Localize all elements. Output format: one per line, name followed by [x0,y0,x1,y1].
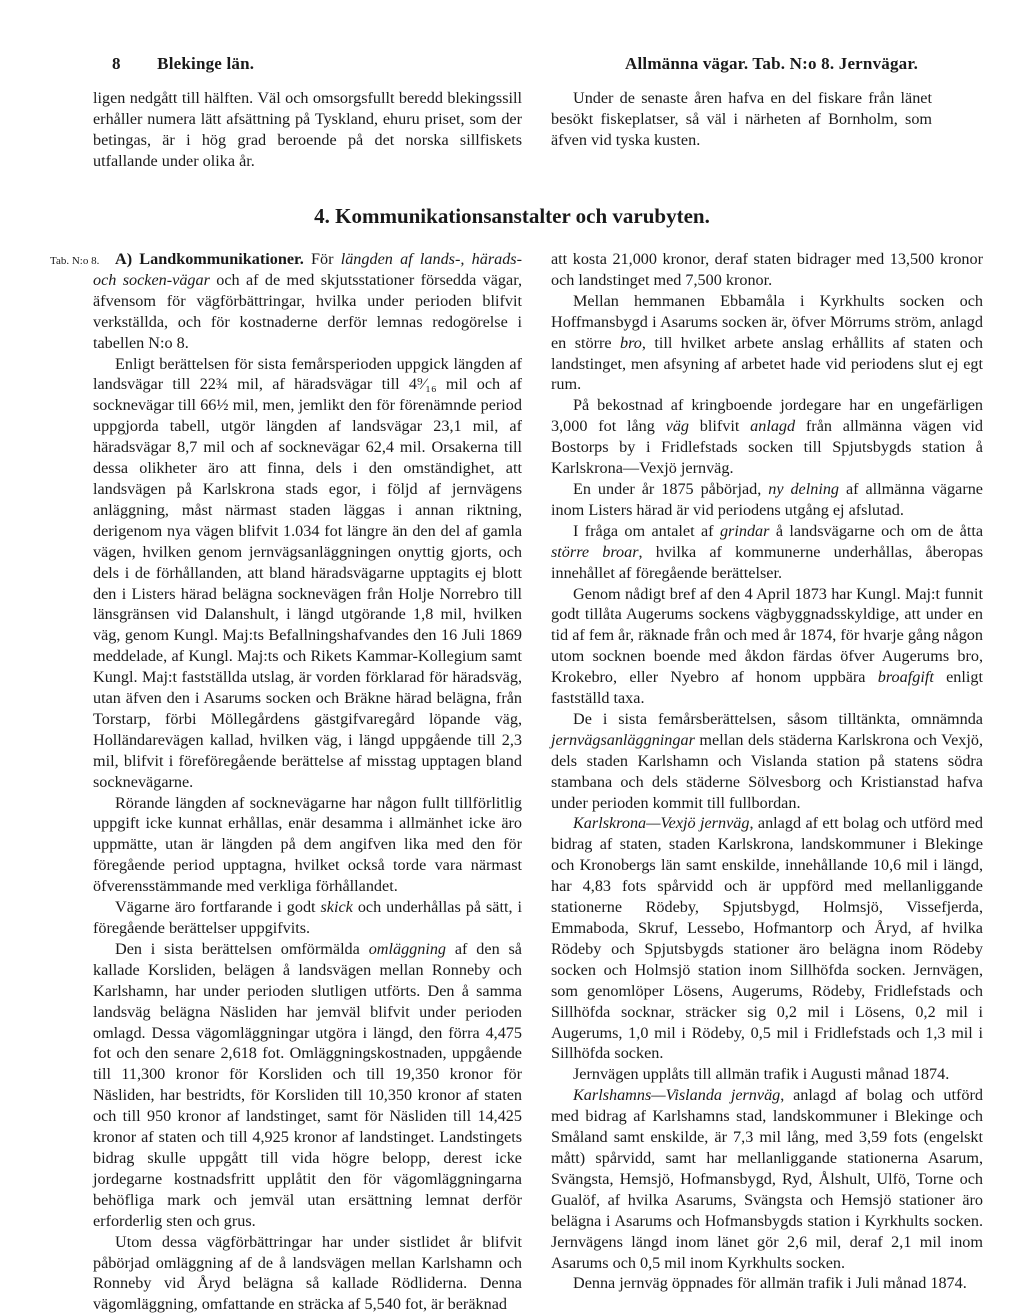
paragraph: ligen nedgått till hälften. Väl och omsorgsfullt beredd blekingssill erhåller numera lätt afsättning på Tyskland, ehuru priset, som der betingas, är i hög grad beroende på det norska sillfiskets utfallande under olika år. [93,89,522,170]
text-run: från allmänna vägen vid Bostorps by i Fridlefstads socken till Spjutsbygds station å Karlskrona—Vexjö jernväg. [551,417,983,478]
text-run: För [311,250,341,268]
paragraph [551,1085,983,1273]
paragraph [93,939,522,1232]
paragraph [551,709,983,814]
paragraph [551,291,983,396]
italic-term: väg [665,417,690,436]
top-left-column [93,88,522,172]
text-run: , anlagd af bolag och utförd med bidrag af Karlshamns stad, landskommuner i Blekinge och Småland samt enskilde, är 7,3 mil lång, med 3,59 fots (engelskt mått) spårvidd, samt har mellanliggande stationerna Asarum, Svängsta, Hemsjö, Hofmansbygd, Ryd, Ålshult, Ulfö, Torne och Gualöf, af hvilka Asarums, Svängsta och Hemsjö stationer äro belägna i Asarums och Hofmansbygds station i Kyrkhults socken. Jernvägens längd inom länet gör 2,6 mil, deraf 2,1 mil inom Asarums och 0,5 mil inom Kyrkhults socken. [551,1086,983,1272]
text-run: I fråga om antalet af [573,521,720,540]
main-left-column [93,249,522,1315]
italic-term: skick [320,898,353,917]
paragraph [93,897,522,939]
italic-term: jernvägsanläggningar [551,730,695,749]
text-run: Mellan hemmanen Ebbamåla i Kyrkhults socken och Hoffmansbygd i Asarums socken är, öfver Mörrums ström, anlagd en större [551,291,983,352]
text-run: De i sista femårsberättelsen, såsom tilltänkta, omnämnda [573,709,983,728]
section-title: 4. Kommunikationsanstalter och varubyten. [314,204,710,228]
text-run: blifvit [689,417,751,436]
italic-term: längden af lands-, härads- och socken-vägar [93,250,522,289]
italic-term: bro [619,333,642,352]
text-run: , hvilka af kommunerne underhållas, åberopas innehållet af föregående berättelser. [551,542,983,582]
paragraph [551,584,983,709]
paragraph: Under de senaste åren hafva en del fiskare från länet besökt fiskeplatser, så väl i närheten af Bornholm, som äfven vid tyska kusten. [551,89,932,149]
italic-term: Karlskrona—Vexjö jernväg [573,814,750,833]
text-run: Den i sista berättelsen omförmälda [115,939,369,958]
paragraph [93,249,522,354]
text-run: och underhållas på sätt, i föregående berättelser uppgifvits. [93,898,522,937]
paragraph [551,521,983,584]
paragraph: att kosta 21,000 kronor, deraf staten bidrager med 13,500 kronor och landstinget med 7,500 kronor. [551,250,983,289]
italic-term: grindar [719,521,770,540]
paragraph: Denna jernväg öppnades för allmän trafik i Juli månad 1874. [573,1274,967,1293]
running-header-right: Allmänna vägar. Tab. N:o 8. Jernvägar. [625,54,919,73]
text-run: och af de med skjutsstationer försedda vägar, äfvensom för vägförbättringar, hvilka under perioden blifvit verkställda, och för kostnaderne derför lemnas redogörelse i tabellen N:o 8. [93,270,522,352]
text-run: enligt fastställd taxa. [551,668,983,708]
text-run: , anlagd af ett bolag och utförd med bidrag af staten, staden Karlskrona, landskommuner i Blekinge och Kronobergs län samt enskilde, innehållande 10,6 mil i längd, har 4,83 fots spårvidd och är uppförd med mellanliggande stationerne Rödeby, Spjutsbygd, Holmsjö, Vissefjerda, Emmaboda, Skruf, Lessebo, Hofmantorp och Åryd, af hvilka Rödeby och Spjutsbygds stationer äro belägna inom Rödeby socken och Holmsjö station inom Sillhöfda socken. Jernvägen, som genomlöper Lösens, Augerums, Rödeby, Fridlefstads och Sillhöfda socknar, sträcker sig 0,2 mil i Lösens, 0,2 mil i Augerums, 1,0 mil i Rödeby, 0,5 mil i Fridlefstads och 1,3 mil i Sillhöfda socken. [551,814,983,1063]
paragraph: Utom dessa vägförbättringar har under sistlidet år blifvit påbörjad omläggning af de å landsvägen mellan Karlshamn och Ronneby vid Åryd belägna så kallade Rödliderna. Denna vägomläggning, omfattande en sträcka af 5,540 fot, är beräknad [93,1232,522,1314]
italic-term: broafgift [877,668,934,687]
page-number: 8 [112,54,121,73]
running-header-left [112,54,254,74]
top-right-column [551,88,932,151]
text-run: å landsvägarne och om de åtta [769,521,984,540]
text-run: Genom nådigt bref af den 4 April 1873 har Kungl. Maj:t funnit godt tillåta Augerums sockens vägbyggnadsskyldige, att under en tid af fem år, räknade från och med år 1874, för hvarje gång någon utom socknen boende med åkdon färdas öfver Augerums bro, Krokebro, eller Nyebro af honom uppbära [551,584,983,687]
paragraph [551,395,983,479]
italic-term: ny delning [768,479,840,498]
subsection-heading: A) Landkommunikationer. [115,250,304,268]
paragraph: Rörande längden af socknevägarne har någon fullt tillförlitlig uppgift icke kunnat erhållas, enär desamma i allmänhet icke äro uppmätte, utan är längden på dem angifven lika med den för föregående period upptagna, hvilket också torde vara närmast öfverensstämmande med verkliga förhållandet. [93,793,522,896]
italic-term: omläggning [368,939,447,958]
margin-table-reference: Tab. N:o 8. [50,255,100,267]
text-run: mellan dels städerna Karlskrona och Vexjö, dels staden Karlshamn och Vislanda station på statens södra stambana och dels städerne Sölvesborg och Kristianstad hafva under perioden kommit till fullbordan. [551,730,983,812]
text-run: Vägarne äro fortfarande i godt [115,898,321,917]
italic-term: anlagd [750,417,796,436]
text-run: En under år 1875 påbörjad, [573,479,769,498]
italic-term: större broar [551,542,639,561]
italic-term: Karlshamns—Vislanda jernväg [573,1086,781,1105]
text-run: På bekostnad af kringboende jordegare har en ungefärligen 3,000 fot lång [551,396,983,436]
main-right-column [551,249,983,1294]
paragraph: Enligt berättelsen för sista femårsperioden uppgick längden af landsvägar till 22¾ mil, af häradsvägar till 4⁹⁄₁₆ mil och af socknevägar till 66½ mil, men, jemlikt den för förenämnde period uppgjorda tabell, utgör längden af landsvägar 23,1 mil, af häradsvägar 8,7 mil och af socknevägar 62,4 mil. Orsakerna till dessa olikheter äro att finna, dels i den omständighet, att landsvägen på Karlskrona stads egor, i följd af jernvägens anläggning, måst närmast staden läggas i annan riktning, derigenom nya vägen blifvit 1.034 fot längre än den del af gamla vägen, hvilken genom jernvägsanläggningen onyttig gjorts, och dels i de förhållanden, att bland häradsvägarne upptagits ej blott den i Listers härad belägna socknevägen från Holje Norrebro till länsgränsen vid Dalanshult, i längd utgörande 1,8 mil, hvilken väg, genom Kungl. Maj:ts Befallningshafvandes den 16 Juli 1869 meddelade, af Kungl. Maj:ts och Rikets Kammar-Kollegium samt Kungl. Maj:t fastställda utslag, är vorden förklarad för häradsväg, utan äfven den i Asarums socken och Bräkne härad belägna, från Torstarp, förbi Möllegårdens gästgifvaregård löpande väg, Holländarevägen kallad, hvilken väg, i längd uppgående till 2,3 mil, blifvit i föreföregående berättelse af misstag upptagen bland socknevägarne. [93,354,522,791]
paragraph [551,479,983,521]
paragraph: Jernvägen upplåts till allmän trafik i Augusti månad 1874. [573,1065,950,1084]
text-run: af den så kallade Korsliden, belägen å landsvägen mellan Ronneby och Karlshamn, har under perioden slutligen utförts. Den å samma landsväg belägna Näsliden har jemväl blifvit under perioden omlagd. Dessa vägomläggningar utgöra i längd, den förra 4,475 fot och den senare 2,618 fot. Omläggningskostnaden, uppgående till 11,300 kronor för Korsliden och till 19,350 kronor för Näsliden, har bestridts, för Korsliden till 10,350 kronor af staten och till 950 kronor af landstinget, samt för Näsliden till 14,425 kronor af staten och till 4,925 kronor af landstinget. Landstingets bidrag skulle uppgått till vida högre belopp, derest icke jordegarne kostnadsfritt upplåtit den för vägomläggningarna behöfliga mark och jemväl utan ersättning lemnat derför erforderlig sten och grus. [93,939,522,1230]
paragraph [551,813,983,1064]
text-run: , till hvilket arbete anslag erhållits af staten och landstinget, men afsyning af arbetet hade vid periodens slut ej egt rum. [551,333,983,394]
text-run: af allmänna vägarne inom Listers härad är vid periodens utgång ej afslutad. [551,479,983,519]
header-left-title: Blekinge län. [157,54,255,73]
